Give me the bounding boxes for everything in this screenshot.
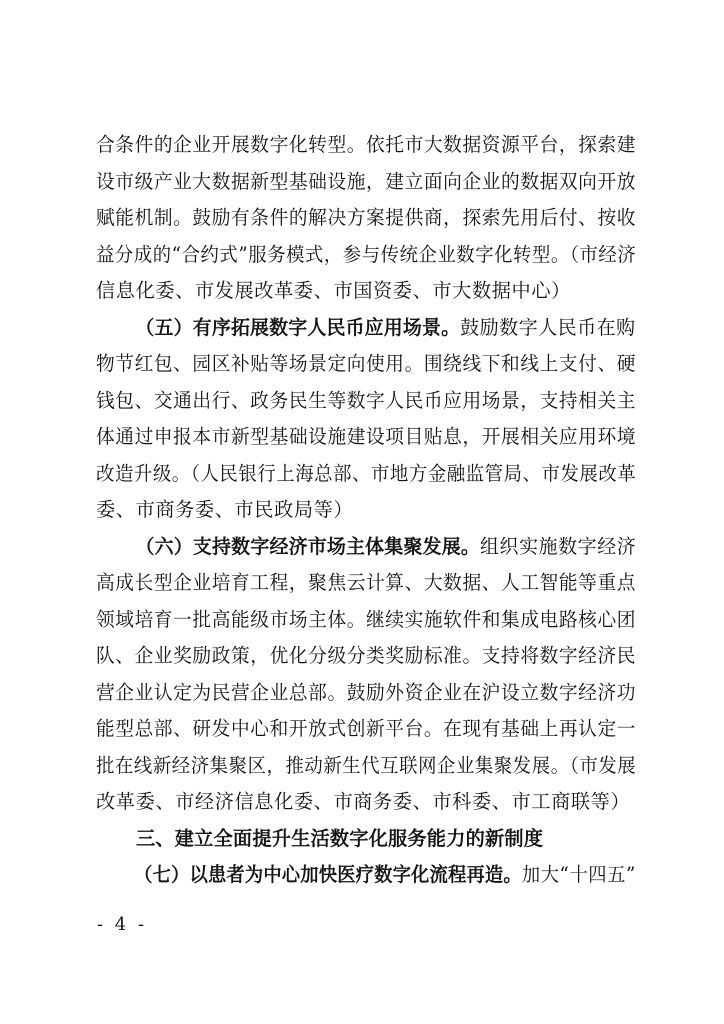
page-number: - 4 - [97,914,148,935]
section-heading: （六）支持数字经济市场主体集聚发展。 [135,534,481,558]
body-line [96,565,637,602]
body-line [96,127,637,164]
line-text: 改造升级。（人民银行上海总部、市地方金融监管局、市发展改革 [96,461,637,485]
line-text: 领域培育一批高能级市场主体。继续实施软件和集成电路核心团 [96,607,637,631]
body-line [96,346,637,383]
body-line [96,748,637,785]
chapter-heading: 三、建立全面提升生活数字化服务能力的新制度 [136,826,544,850]
body-line [96,237,637,274]
line-text: 队、企业奖励政策，优化分级分类奖励标准。支持将数字经济民 [96,644,637,667]
body-line [96,711,637,748]
section-heading-line [96,857,636,894]
body-line [96,383,637,420]
line-text: 设市级产业大数据新型基础设施，建立面向企业的数据双向开放 [96,169,637,193]
line-text: 加大“十四五” [521,863,636,886]
line-text: 鼓励数字人民币在购 [460,315,636,339]
section-heading-line [96,310,636,347]
body-line [96,419,637,456]
line-text: 益分成的“合约式”服务模式，参与传统企业数字化转型。（市经济 [96,242,637,266]
body-line [96,784,636,821]
line-text: 信息化委、市发展改革委、市国资委、市大数据中心） [96,279,571,302]
section-heading-line [96,529,637,566]
section-heading: （五）有序拓展数字人民币应用场景。 [135,315,461,339]
line-text: 高成长型企业培育工程，聚焦云计算、大数据、人工智能等重点 [96,571,637,594]
body-line [96,492,636,529]
line-text: 物节红包、园区补贴等场景定向使用。围绕线下和线上支付、硬 [96,352,637,375]
line-text: 能型总部、研发中心和开放式创新平台。在现有基础上再认定一 [96,717,637,740]
body-line [96,638,637,675]
document-body [96,127,636,894]
body-line [96,164,637,201]
line-text: 体通过申报本市新型基础设施建设项目贴息，开展相关应用环境 [96,425,637,448]
line-text: 营企业认定为民营企业总部。鼓励外资企业在沪设立数字经济功 [96,680,637,704]
line-text: 钱包、交通出行、政务民生等数字人民币应用场景，支持相关主 [96,388,637,412]
body-line [96,456,637,493]
section-heading: （七）以患者为中心加快医疗数字化流程再造。 [134,863,522,886]
body-line [96,675,637,712]
chapter-heading-line [96,821,636,858]
line-text: 委、市商务委、市民政局等） [96,498,354,521]
line-text: 赋能机制。鼓励有条件的解决方案提供商，探索先用后付、按收 [96,206,637,229]
body-line [96,200,637,237]
line-text: 组织实施数字经济 [480,534,637,558]
line-text: 批在线新经济集聚区，推动新生代互联网企业集聚发展。（市发展 [96,753,637,777]
line-text: 改革委、市经济信息化委、市商务委、市科委、市工商联等） [96,790,631,813]
body-line [96,602,637,639]
line-text: 合条件的企业开展数字化转型。依托市大数据资源平台，探索建 [96,133,637,156]
body-line [96,273,636,310]
